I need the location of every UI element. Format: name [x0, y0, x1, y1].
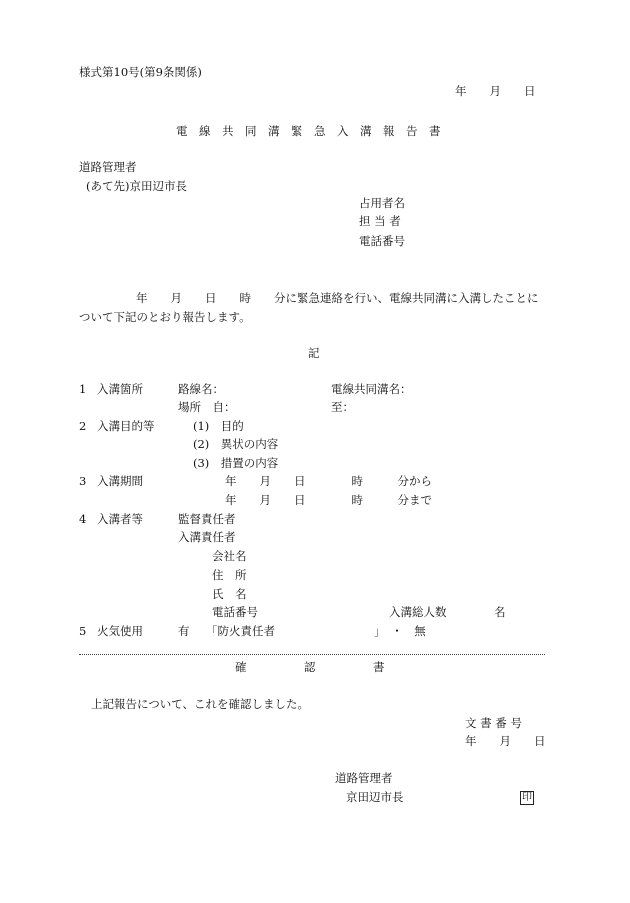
- supervisor-label: 監督責任者: [178, 512, 236, 526]
- page-title: 電 線 共 同 溝 緊 急 入 溝 報 告 書: [176, 124, 441, 138]
- item-5-label: 火気使用: [97, 624, 143, 638]
- confirmation-title: 確 認 書: [235, 660, 385, 674]
- body-line-2: ついて下記のとおり報告します。: [79, 310, 251, 324]
- person-in-charge-label: 担 当 者: [359, 214, 401, 228]
- mayor-label: 京田辺市長: [346, 790, 404, 804]
- seal-mark: 印: [522, 792, 532, 803]
- purpose-label: (1) 目的: [193, 419, 244, 433]
- confirmation-date: 年 月 日: [465, 734, 546, 748]
- total-persons-label: 入溝総人数: [389, 605, 447, 619]
- item-5-number: 5: [79, 624, 87, 638]
- fire-no-label: 」 ・ 無: [374, 624, 426, 638]
- trench-name-label: 電線共同溝名：: [331, 382, 412, 396]
- place-to-label: 至：: [331, 400, 354, 414]
- place-from-label: 場所 自：: [178, 400, 236, 414]
- dotted-separator: [79, 654, 545, 655]
- route-name-label: 路線名：: [178, 382, 224, 396]
- item-3-label: 入溝期間: [97, 474, 143, 488]
- item-2-label: 入溝目的等: [97, 419, 155, 433]
- responsible-label: 入溝責任者: [178, 530, 236, 544]
- fire-officer-label: 「防火責任者: [206, 624, 275, 638]
- body-line-1: 年 月 日 時 分に緊急連絡を行い、電線共同溝に入溝したことに: [136, 291, 539, 305]
- address-label: 住 所: [212, 568, 247, 582]
- period-to: 年 月 日 時 分まで: [225, 493, 432, 507]
- road-administrator-label: 道路管理者: [335, 771, 393, 785]
- addressee-name: (あて先)京田辺市長: [86, 179, 187, 193]
- period-from: 年 月 日 時 分から: [225, 474, 432, 488]
- confirmation-text: 上記報告について、これを確認しました。: [91, 697, 310, 711]
- fire-yes-label: 有: [178, 624, 190, 638]
- addressee-label: 道路管理者: [79, 160, 137, 174]
- persons-unit: 名: [494, 605, 506, 619]
- name-label: 氏 名: [212, 587, 247, 601]
- responsible-phone-label: 電話番号: [212, 605, 258, 619]
- form-number: 様式第10号(第9条関係): [79, 65, 202, 79]
- item-3-number: 3: [79, 474, 87, 488]
- anomaly-label: (2) 異状の内容: [193, 437, 279, 451]
- phone-label: 電話番号: [359, 234, 405, 248]
- item-2-number: 2: [79, 419, 87, 433]
- item-4-label: 入溝者等: [97, 512, 143, 526]
- item-4-number: 4: [79, 512, 87, 526]
- date-line: 年 月 日: [455, 84, 536, 98]
- ki-heading: 記: [308, 346, 320, 360]
- item-1-number: 1: [79, 382, 87, 396]
- document-number-label: 文 書 番 号: [465, 716, 522, 730]
- occupant-label: 占用者名: [359, 196, 405, 210]
- measures-label: (3) 措置の内容: [193, 456, 279, 470]
- item-1-label: 入溝箇所: [97, 382, 143, 396]
- company-label: 会社名: [212, 549, 247, 563]
